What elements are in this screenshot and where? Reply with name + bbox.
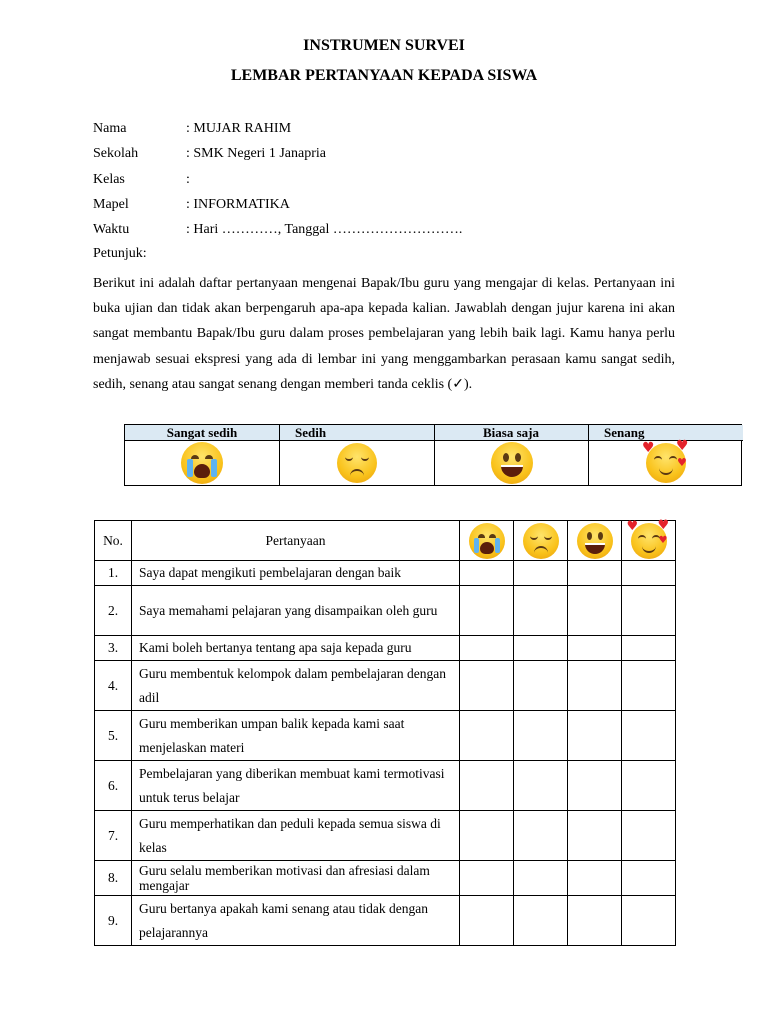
heart-eyes-face-icon: ♥ ♥ ♥: [631, 523, 667, 559]
legend-cell: [280, 441, 434, 485]
table-header-row: [95, 521, 676, 561]
answer-cell[interactable]: [514, 636, 568, 661]
answer-cell[interactable]: [460, 586, 514, 636]
answer-cell[interactable]: [622, 896, 676, 946]
answer-cell[interactable]: [622, 586, 676, 636]
answer-cell[interactable]: [568, 811, 622, 861]
table-row: [95, 811, 676, 861]
answer-cell[interactable]: [568, 896, 622, 946]
row-number: 1.: [95, 561, 132, 586]
legend-cell: [589, 438, 743, 485]
info-label: Sekolah: [93, 146, 139, 161]
legend-label: Biasa saja: [434, 425, 588, 441]
row-question: Guru bertanya apakah kami senang atau tidak dengan pelajarannya: [132, 896, 460, 946]
header-no: No.: [95, 521, 132, 561]
instructions-text: Berikut ini adalah daftar pertanyaan mengenai Bapak/Ibu guru yang mengajar di kelas. Pertanyaan ini buka ujian dan tidak akan berpengaruh apa-apa kepada kalian. Jawablah dengan jujur karena ini akan sangat membantu Bapak/Ibu guru dalam proses pembelajaran yang lebih baik lagi. Kamu hanya perlu menjawab sesuai ekspresi yang ada di lembar ini yang menggambarkan perasaan kamu sangat sedih, sedih, senang atau sangat senang dengan memberi tanda ceklis (✓).: [93, 276, 675, 392]
info-value: : Hari …………, Tanggal ……………………….: [186, 222, 463, 237]
answer-cell[interactable]: [622, 561, 676, 586]
info-value: : MUJAR RAHIM: [186, 121, 292, 136]
answer-cell[interactable]: [568, 586, 622, 636]
heart-eyes-face-icon: ♥ ♥ ♥: [646, 443, 686, 483]
table-row: [95, 636, 676, 661]
answer-cell[interactable]: [622, 861, 676, 896]
smiling-face-icon: [491, 442, 533, 484]
sad-face-icon: [523, 523, 559, 559]
answer-cell[interactable]: [514, 896, 568, 946]
page-subtitle: LEMBAR PERTANYAAN KEPADA SISWA: [230, 67, 538, 84]
answer-cell[interactable]: [568, 661, 622, 711]
answer-cell[interactable]: [460, 761, 514, 811]
info-label: Nama: [93, 121, 127, 136]
smiling-face-icon: [577, 523, 613, 559]
table-row: [95, 896, 676, 946]
row-question: Guru selalu memberikan motivasi dan afresiasi dalam mengajar: [132, 861, 460, 896]
answer-cell[interactable]: [514, 711, 568, 761]
answer-cell[interactable]: [460, 896, 514, 946]
info-value: : INFORMATIKA: [186, 197, 290, 212]
info-label: Waktu: [93, 222, 130, 237]
answer-cell[interactable]: [514, 586, 568, 636]
answer-cell[interactable]: [460, 661, 514, 711]
answer-cell[interactable]: [514, 761, 568, 811]
row-question: Guru memberikan umpan balik kepada kami saat menjelaskan materi: [132, 711, 460, 761]
answer-cell[interactable]: [568, 861, 622, 896]
answer-cell[interactable]: [460, 811, 514, 861]
legend-label: Sangat sedih: [125, 425, 279, 441]
answer-cell[interactable]: [460, 561, 514, 586]
answer-cell[interactable]: [568, 711, 622, 761]
table-row: [95, 661, 676, 711]
info-label: Mapel: [93, 197, 129, 212]
answer-cell[interactable]: [514, 811, 568, 861]
info-value: :: [186, 172, 190, 187]
legend-cell: [125, 441, 279, 485]
row-number: 6.: [95, 761, 132, 811]
answer-cell[interactable]: [622, 661, 676, 711]
crying-face-icon: [469, 523, 505, 559]
answer-cell[interactable]: [460, 636, 514, 661]
row-number: 4.: [95, 661, 132, 711]
sad-face-icon: [337, 443, 377, 483]
header-face-cell: [568, 521, 622, 561]
table-row: [95, 586, 676, 636]
row-number: 9.: [95, 896, 132, 946]
legend-cell: [435, 441, 588, 485]
row-number: 7.: [95, 811, 132, 861]
table-row: [95, 761, 676, 811]
answer-cell[interactable]: [568, 761, 622, 811]
row-question: Saya memahami pelajaran yang disampaikan oleh guru: [132, 586, 460, 636]
row-number: 8.: [95, 861, 132, 896]
table-row: [95, 561, 676, 586]
row-number: 3.: [95, 636, 132, 661]
row-question: Pembelajaran yang diberikan membuat kami termotivasi untuk terus belajar: [132, 761, 460, 811]
answer-cell[interactable]: [622, 711, 676, 761]
answer-cell[interactable]: [622, 811, 676, 861]
info-label: Kelas: [93, 172, 125, 187]
instructions-heading: Petunjuk:: [93, 246, 147, 261]
info-value: : SMK Negeri 1 Janapria: [186, 146, 326, 161]
header-face-cell: [514, 521, 568, 561]
table-row: [95, 861, 676, 896]
answer-cell[interactable]: [514, 561, 568, 586]
answer-cell[interactable]: [514, 661, 568, 711]
answer-cell[interactable]: [622, 636, 676, 661]
answer-cell[interactable]: [568, 636, 622, 661]
legend-label: Senang: [588, 425, 743, 441]
answer-cell[interactable]: [460, 861, 514, 896]
legend-label: Sedih: [279, 425, 434, 441]
row-question: Guru memperhatikan dan peduli kepada semua siswa di kelas: [132, 811, 460, 861]
answer-cell[interactable]: [460, 711, 514, 761]
header-face-cell: [460, 521, 514, 561]
row-question: Guru membentuk kelompok dalam pembelajaran dengan adil: [132, 661, 460, 711]
answer-cell[interactable]: [514, 861, 568, 896]
row-number: 2.: [95, 586, 132, 636]
header-question: Pertanyaan: [132, 521, 460, 561]
answer-cell[interactable]: [568, 561, 622, 586]
crying-face-icon: [181, 442, 223, 484]
row-question: Kami boleh bertanya tentang apa saja kepada guru: [132, 636, 460, 661]
survey-table: [94, 517, 676, 946]
page-title: INSTRUMEN SURVEI: [303, 37, 465, 54]
emotion-legend: [124, 424, 742, 486]
row-question: Saya dapat mengikuti pembelajaran dengan baik: [132, 561, 460, 586]
table-row: [95, 711, 676, 761]
header-face-cell: [622, 517, 676, 561]
answer-cell[interactable]: [622, 761, 676, 811]
row-number: 5.: [95, 711, 132, 761]
